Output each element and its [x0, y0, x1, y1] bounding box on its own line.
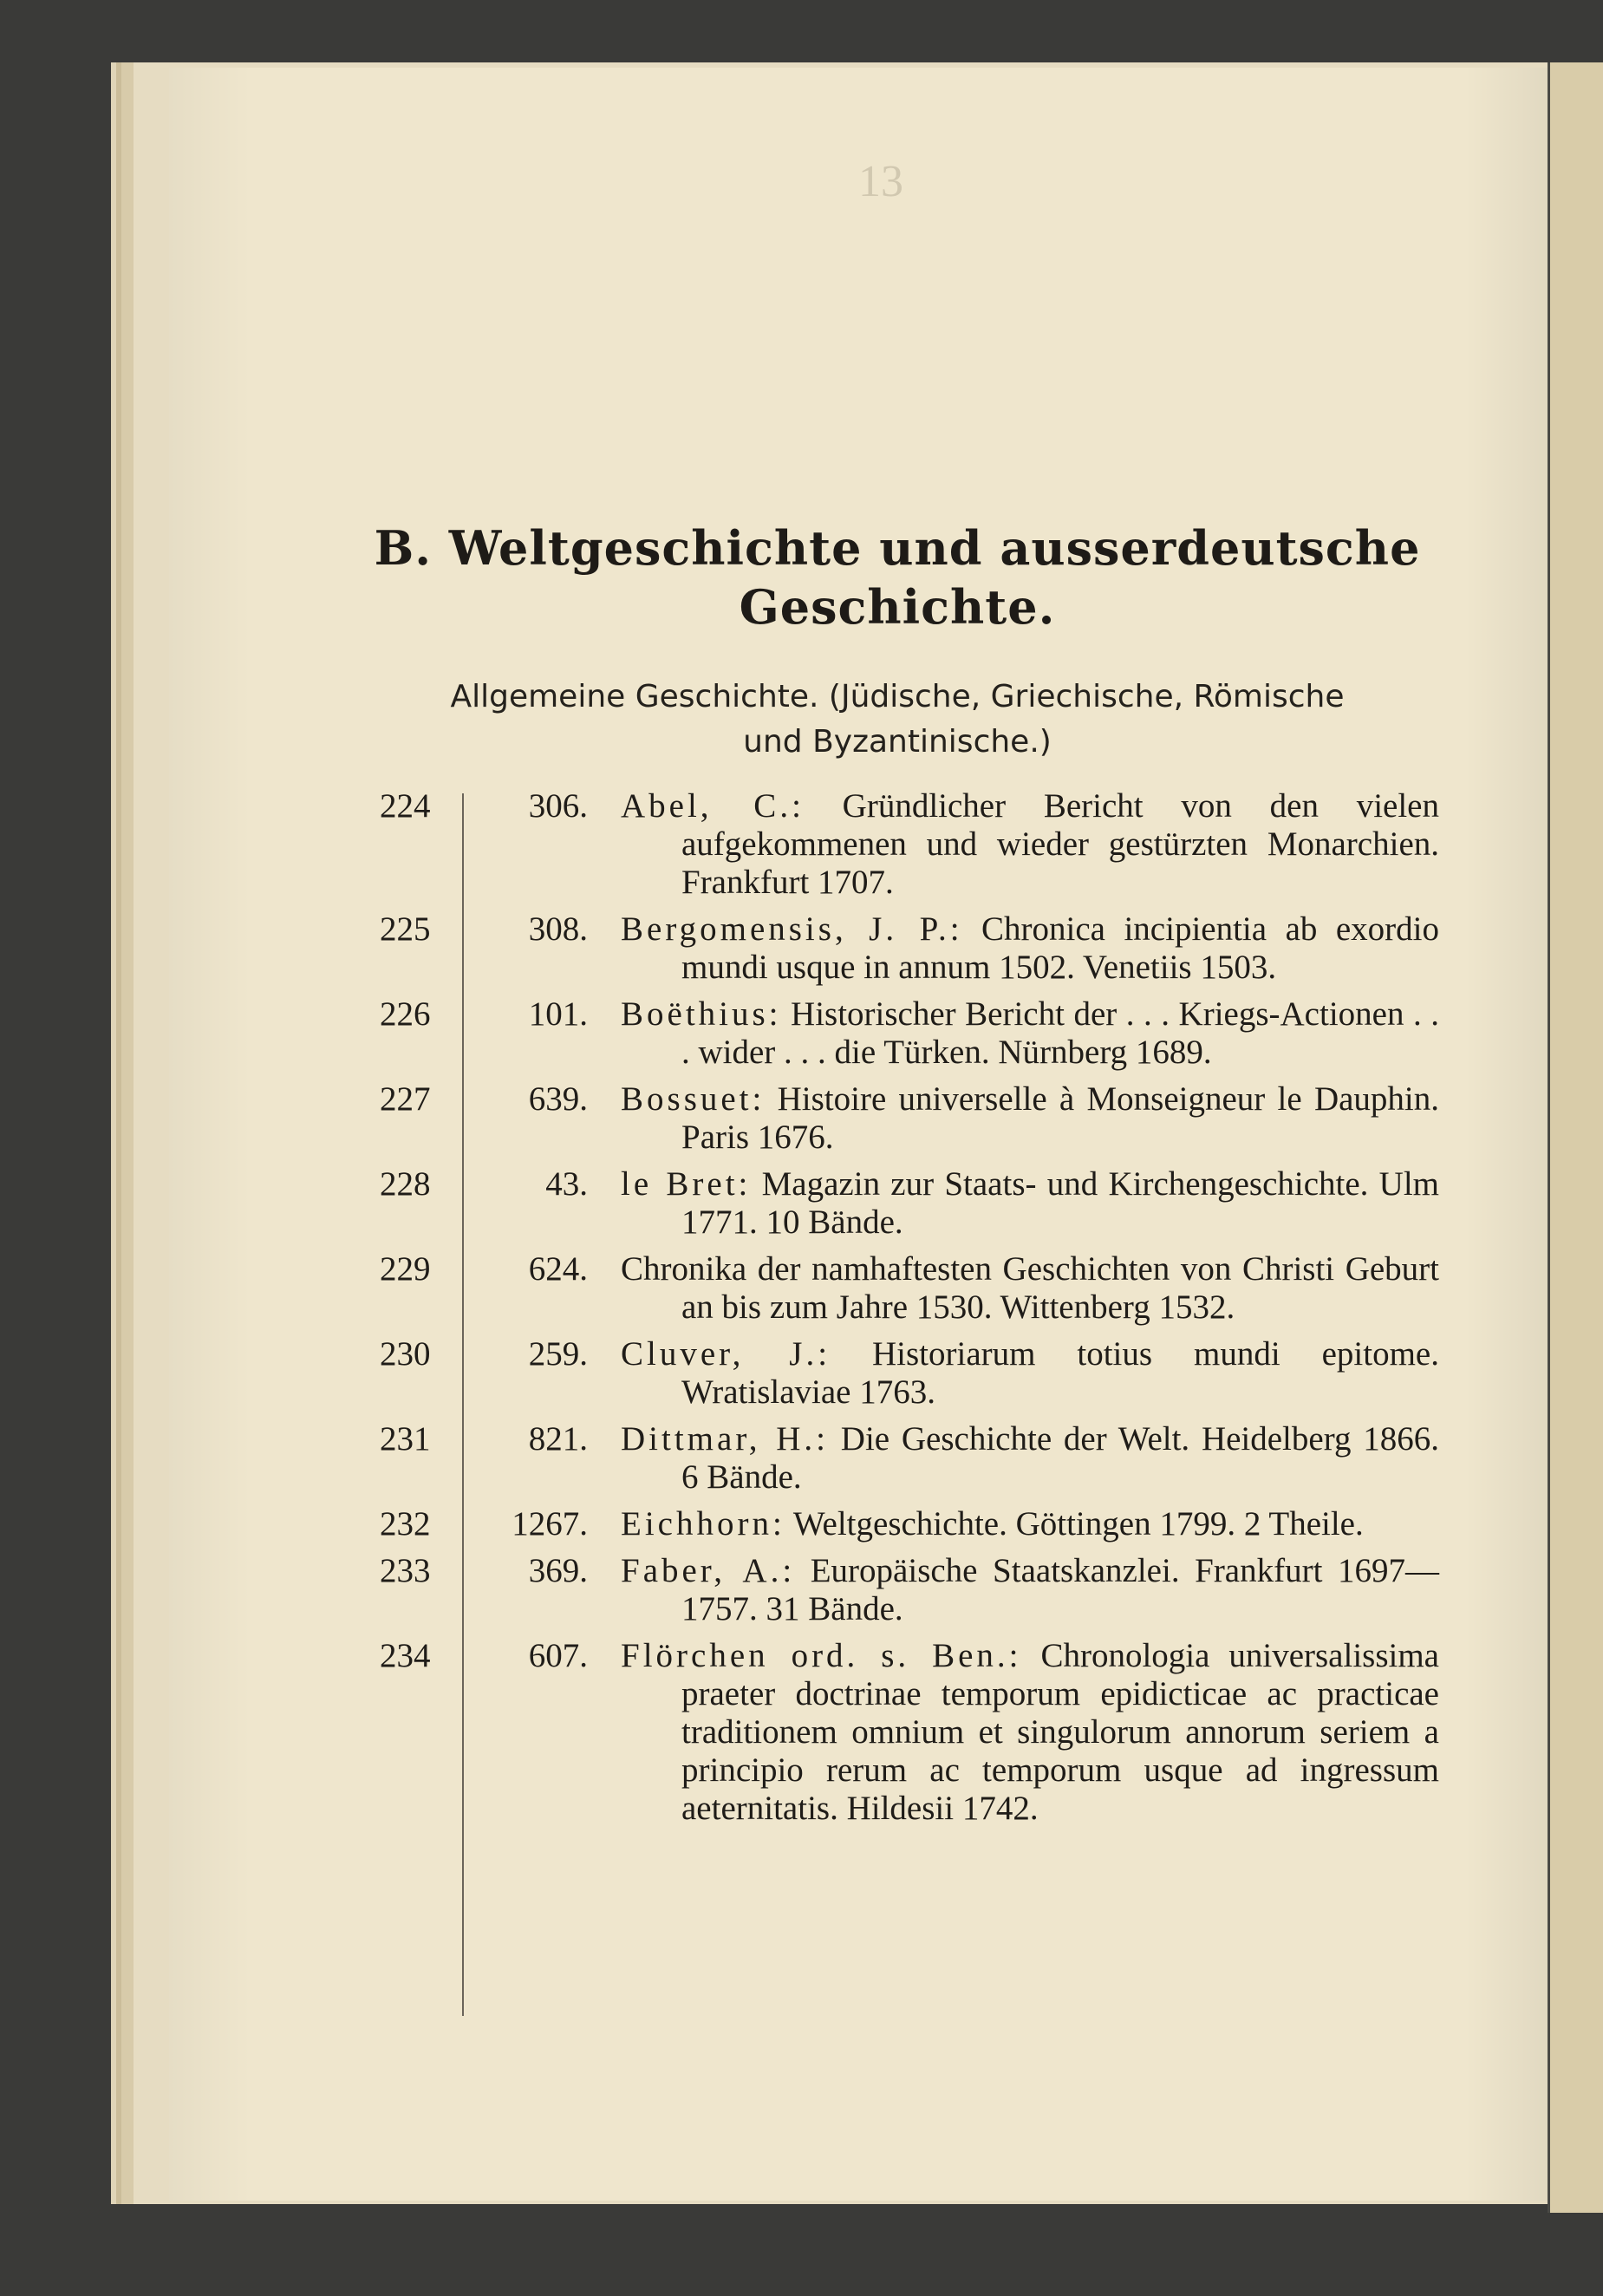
entry-number: 226 — [380, 995, 431, 1033]
entry-author: Eichhorn: — [621, 1505, 785, 1543]
entry-description: Europäische Staatskanzlei. Frankfurt 1697—1757. 31 Bände. — [681, 1552, 1440, 1627]
show-through-page-number: 13 — [858, 157, 903, 206]
entry-author: Faber, A.: — [621, 1552, 796, 1589]
entry-text — [621, 1080, 1439, 1157]
catalog-entry — [347, 1165, 1439, 1242]
entry-text — [621, 995, 1439, 1072]
entry-description: Chronica incipientia ab exordio mundi usque in annum 1502. Venetiis 1503. — [681, 910, 1439, 986]
entry-text — [621, 1505, 1439, 1543]
entry-description: Die Geschichte der Welt. Heidelberg 1866. 6 Bände. — [681, 1420, 1440, 1496]
entry-author: Abel, C.: — [621, 787, 805, 825]
entry-reference: 607. — [528, 1637, 588, 1674]
entry-number: 224 — [380, 787, 431, 825]
section-title — [347, 519, 1448, 636]
entry-reference: 306. — [528, 787, 588, 825]
entry-text — [621, 1637, 1439, 1828]
entry-number: 234 — [380, 1637, 431, 1674]
entry-reference: 1267. — [512, 1505, 588, 1543]
entry-reference: 101. — [528, 995, 588, 1033]
entry-description: Historiarum totius mundi epitome. Wratislaviae 1763. — [681, 1335, 1439, 1411]
entry-reference: 308. — [528, 910, 588, 948]
entry-description: Magazin zur Staats- und Kirchengeschichte. Ulm 1771. 10 Bände. — [681, 1165, 1439, 1241]
entry-author: Flörchen ord. s. Ben.: — [621, 1637, 1022, 1674]
catalog-entry — [347, 995, 1439, 1072]
entry-number: 232 — [380, 1505, 431, 1543]
entry-number: 225 — [380, 910, 431, 948]
entry-description: Gründlicher Bericht von den vielen aufgekommenen und wieder gestürzten Monarchien. Frankfurt 1707. — [681, 787, 1439, 901]
entry-text — [621, 1335, 1439, 1412]
entry-author: le Bret: — [621, 1165, 752, 1203]
section-title-line1: B. Weltgeschichte und ausserdeutsche — [374, 520, 1421, 576]
entry-number: 227 — [380, 1080, 431, 1118]
entry-text — [621, 787, 1439, 902]
entry-reference: 639. — [528, 1080, 588, 1118]
entry-author: Bossuet: — [621, 1080, 766, 1118]
entry-description: Histoire universelle à Monseigneur le Dauphin. Paris 1676. — [681, 1080, 1439, 1156]
entry-author: Boëthius: — [621, 995, 782, 1033]
entry-author: Dittmar, H.: — [621, 1420, 830, 1458]
catalog-entry — [347, 910, 1439, 987]
catalog-entry — [347, 1420, 1439, 1497]
entry-number: 233 — [380, 1552, 431, 1589]
entry-description: Historischer Bericht der . . . Kriegs-Actionen . . . wider . . . die Türken. Nürnberg 1689. — [681, 995, 1439, 1071]
catalog-entry — [347, 1335, 1439, 1412]
section-subtitle-line2: und Byzantinische.) — [743, 724, 1052, 760]
section-subtitle-line1: Allgemeine Geschichte. (Jüdische, Griechische, Römische — [450, 679, 1345, 714]
section-title-line2: Geschichte. — [739, 579, 1056, 635]
section-subtitle — [347, 675, 1448, 765]
entry-number: 230 — [380, 1335, 431, 1373]
catalog-entry — [347, 1250, 1439, 1327]
entry-number: 228 — [380, 1165, 431, 1203]
catalog-entries — [347, 787, 1439, 1828]
entry-text — [621, 1552, 1439, 1628]
catalog-entry — [347, 1080, 1439, 1157]
entry-reference: 369. — [528, 1552, 588, 1589]
entry-reference: 259. — [528, 1335, 588, 1373]
catalog-entry — [347, 1637, 1439, 1828]
catalog-entry — [347, 1505, 1439, 1543]
catalog-entry — [347, 787, 1439, 902]
entry-reference: 821. — [528, 1420, 588, 1458]
entry-reference: 43. — [545, 1165, 588, 1203]
entry-description: Chronologia universalissima praeter doctrinae temporum epidicticae ac practicae traditionem omnium et singulorum annorum seriem a principio rerum ac temporum usque ad ingressum aeternitatis. Hildesii 1742. — [681, 1637, 1439, 1827]
entry-number: 229 — [380, 1250, 431, 1288]
entry-reference: 624. — [528, 1250, 588, 1288]
entry-description: Chronika der namhaftesten Geschichten von Christi Geburt an bis zum Jahre 1530. Wittenberg 1532. — [621, 1250, 1439, 1326]
entry-text — [621, 1420, 1439, 1497]
entry-author: Bergomensis, J. P.: — [621, 910, 963, 948]
entry-description: Weltgeschichte. Göttingen 1799. 2 Theile. — [792, 1505, 1364, 1543]
entry-text — [621, 1165, 1439, 1242]
facing-page-edge — [1548, 62, 1603, 2213]
catalog-entry — [347, 1552, 1439, 1628]
entry-author: Cluver, J.: — [621, 1335, 831, 1373]
entry-number: 231 — [380, 1420, 431, 1458]
entry-text — [621, 910, 1439, 987]
entry-text — [621, 1250, 1439, 1327]
